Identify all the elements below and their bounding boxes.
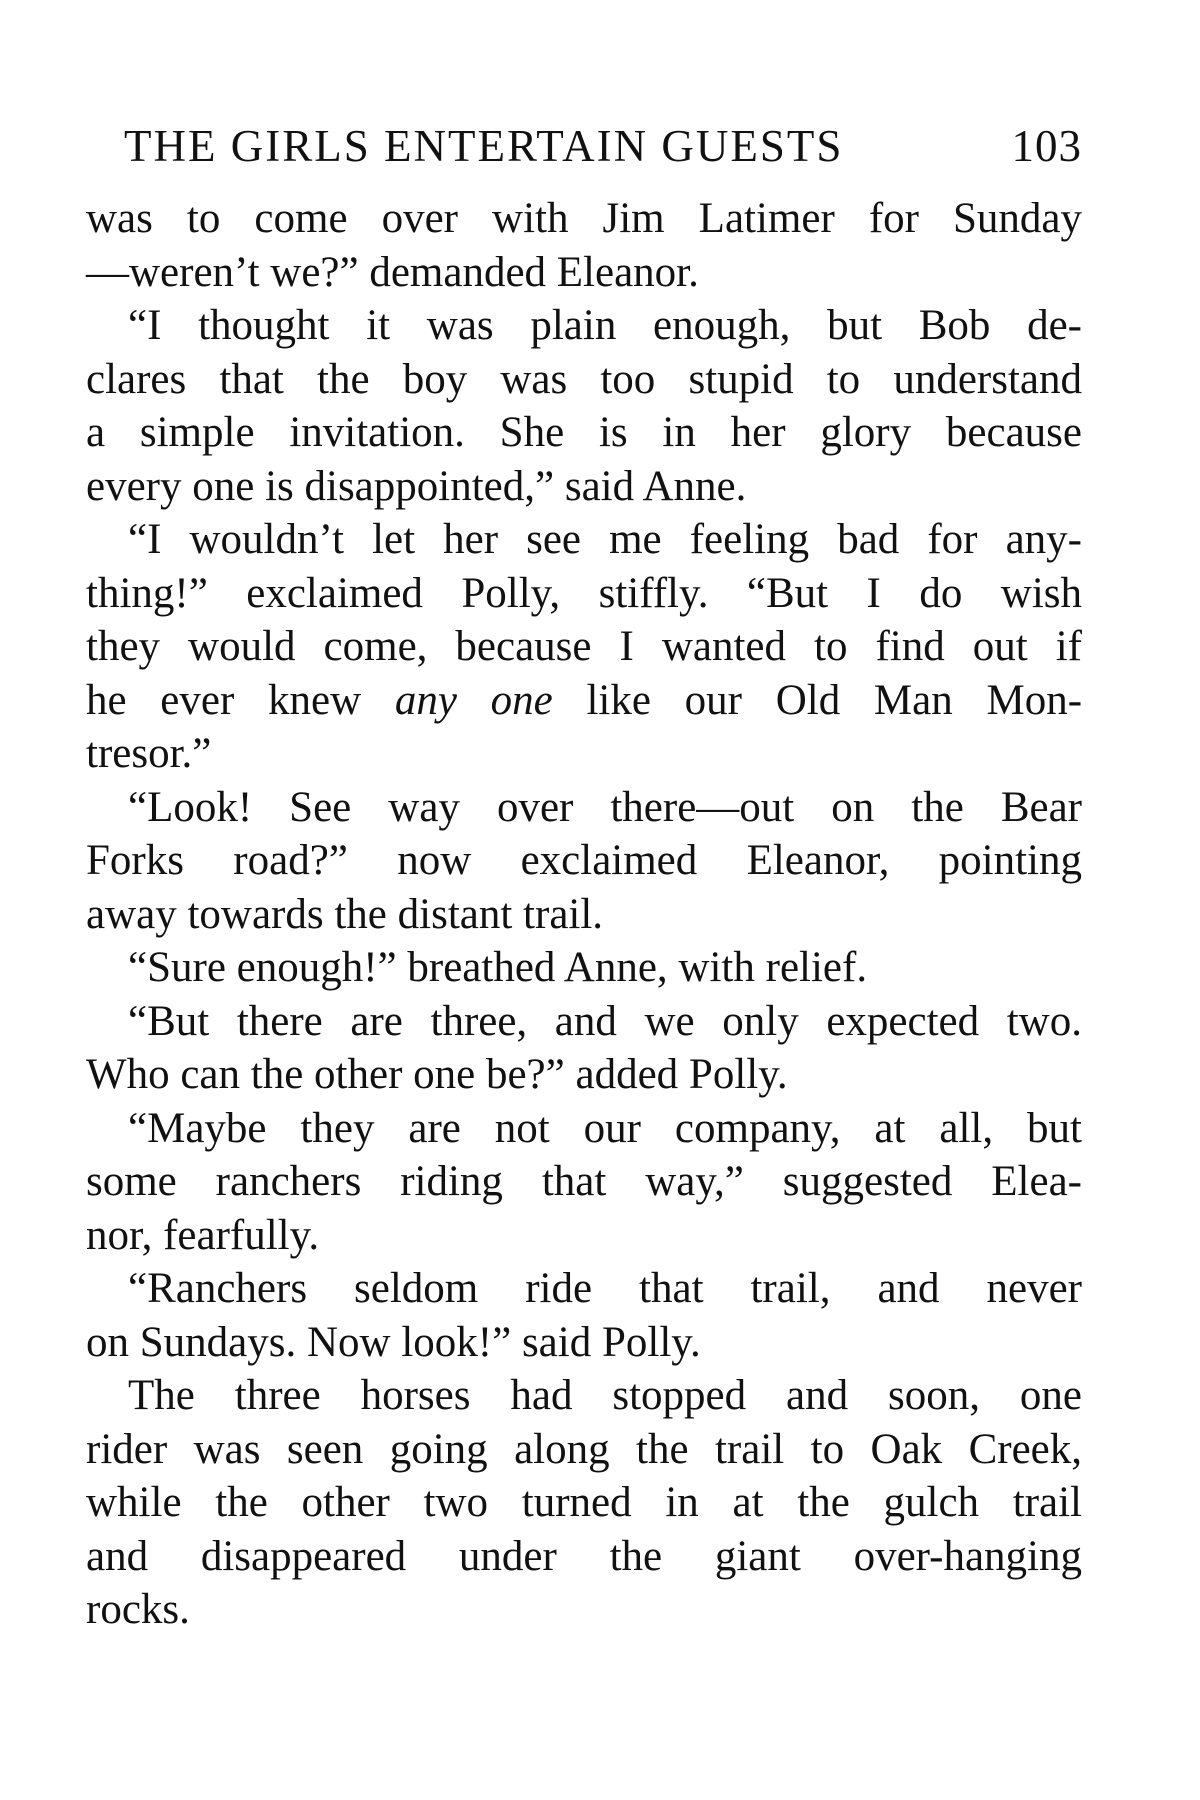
text-line-content: rider was seen going along the trail to Oak Creek, — [86, 1425, 1082, 1473]
text-line — [86, 781, 1082, 835]
text-line-content: “I wouldn’t let her see me feeling bad for any- — [128, 516, 1082, 563]
text-line — [86, 995, 1082, 1049]
text-line — [86, 620, 1082, 674]
text-line-content: tresor.” — [86, 730, 212, 777]
text-line — [86, 406, 1082, 460]
text-line-content: Forks road?” now exclaimed Eleanor, pointing — [86, 837, 1082, 884]
text-line-content: “Sure enough!” breathed Anne, with relief. — [128, 944, 868, 991]
text-line — [86, 192, 1082, 246]
text-line-content: he ever knew — [86, 676, 395, 724]
text-line-content: “But there are three, and we only expected two. — [128, 997, 1082, 1045]
text-line-content: clares that the boy was too stupid to understand — [86, 355, 1082, 403]
text-line — [86, 1209, 1082, 1263]
text-line — [86, 674, 1082, 728]
text-line — [86, 567, 1082, 621]
text-line — [86, 1369, 1082, 1423]
text-line — [86, 1316, 1082, 1370]
text-line-content: “I thought it was plain enough, but Bob de- — [128, 302, 1082, 349]
text-line-content: and disappeared under the giant over-hanging — [86, 1532, 1082, 1580]
book-page — [86, 120, 1082, 1637]
text-line — [86, 1155, 1082, 1209]
text-line — [86, 834, 1082, 888]
text-line — [86, 246, 1082, 300]
text-line — [86, 353, 1082, 407]
text-line-content: was to come over with Jim Latimer for Sunday — [86, 195, 1082, 242]
text-line — [86, 1102, 1082, 1156]
text-line — [86, 727, 1082, 781]
page-header — [86, 120, 1082, 192]
text-line-content: a simple invitation. She is in her glory because — [86, 409, 1082, 456]
text-line-continuation: like our Old Man Mon- — [552, 676, 1083, 724]
text-line — [86, 513, 1082, 567]
text-line-content: “Ranchers seldom ride that trail, and never — [128, 1265, 1082, 1312]
text-line-content: “Look! See way over there—out on the Bear — [128, 783, 1082, 831]
text-line — [86, 1423, 1082, 1477]
text-line-content: thing!” exclaimed Polly, stiffly. “But I do wish — [86, 569, 1082, 617]
italic-emphasis: any one — [394, 676, 553, 724]
text-line-content: “Maybe they are not our company, at all, but — [128, 1104, 1082, 1152]
text-line — [86, 888, 1082, 942]
text-line-content: while the other two turned in at the gulch trail — [86, 1479, 1082, 1526]
text-line-content: The three horses had stopped and soon, one — [128, 1372, 1082, 1419]
text-line — [86, 1262, 1082, 1316]
text-line-content: some ranchers riding that way,” suggested Elea- — [86, 1158, 1082, 1205]
body-text — [86, 192, 1082, 1637]
text-line-content: nor, fearfully. — [86, 1211, 320, 1259]
text-line — [86, 460, 1082, 514]
text-line — [86, 1476, 1082, 1530]
text-line-content: —weren’t we?” demanded Eleanor. — [86, 248, 699, 296]
text-line — [86, 299, 1082, 353]
text-line-content: every one is disappointed,” said Anne. — [86, 462, 747, 510]
text-line — [86, 1530, 1082, 1584]
page-number: 103 — [1011, 121, 1082, 171]
text-line-content: on Sundays. Now look!” said Polly. — [86, 1318, 701, 1366]
text-line — [86, 941, 1082, 995]
running-title: THE GIRLS ENTERTAIN GUESTS — [124, 121, 844, 171]
text-line — [86, 1048, 1082, 1102]
text-line-content: rocks. — [86, 1586, 190, 1633]
text-line — [86, 1583, 1082, 1637]
text-line-content: they would come, because I wanted to find out if — [86, 623, 1082, 670]
text-line-content: away towards the distant trail. — [86, 890, 604, 938]
text-line-content: Who can the other one be?” added Polly. — [86, 1051, 788, 1098]
